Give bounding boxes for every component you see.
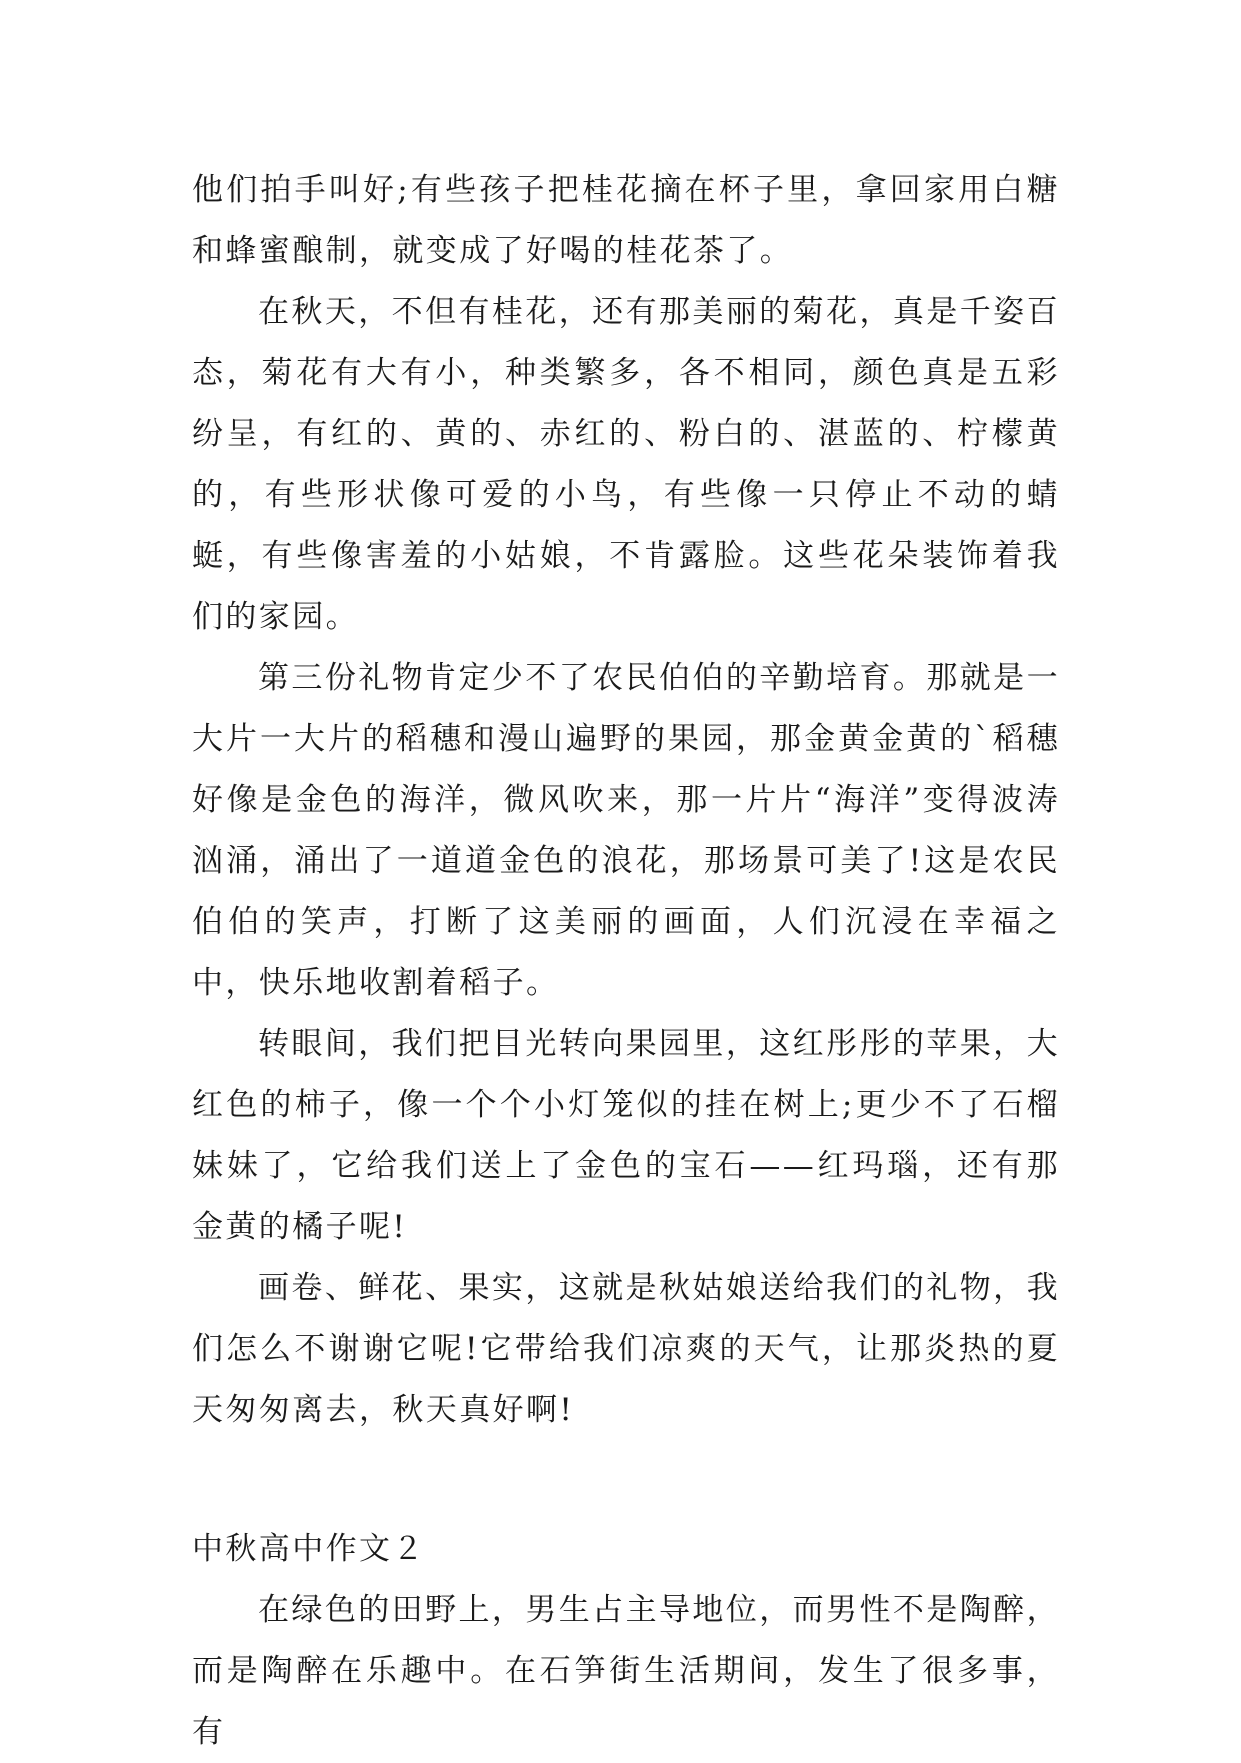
paragraph-green-field: 在绿色的田野上，男生占主导地位，而男性不是陶醉，而是陶醉在乐趣中。在石笋街生活期间，发生了很多事，有 bbox=[192, 1592, 1060, 1750]
paragraph-chrysanthemum: 在秋天，不但有桂花，还有那美丽的菊花，真是千姿百态，菊花有大有小，种类繁多，各不相同，颜色真是五彩纷呈，有红的、黄的、赤红的、粉白的、湛蓝的、柠檬黄的，有些形状像可爱的小鸟，有些像一只停止不动的蜻蜓，有些像害羞的小姑娘，不肯露脸。这些花朵装饰着我们的家园。 bbox=[192, 294, 1060, 635]
paragraph-orchard: 转眼间，我们把目光转向果园里，这红彤彤的苹果，大红色的柿子，像一个个小灯笼似的挂在树上;更少不了石榴妹妹了，它给我们送上了金色的宝石——红玛瑙，还有那金黄的橘子呢! bbox=[192, 1026, 1060, 1245]
document-body bbox=[192, 160, 1060, 1763]
paragraph-conclusion: 画卷、鲜花、果实，这就是秋姑娘送给我们的礼物，我们怎么不谢谢它呢!它带给我们凉爽的天气，让那炎热的夏天匆匆离去，秋天真好啊! bbox=[192, 1270, 1060, 1428]
section-heading: 中秋高中作文２ bbox=[192, 1531, 426, 1567]
paragraph-rice-harvest: 第三份礼物肯定少不了农民伯伯的辛勤培育。那就是一大片一大片的稻穗和漫山遍野的果园，那金黄金黄的`稻穗好像是金色的海洋，微风吹来，那一片片“海洋”变得波涛汹涌，涌出了一道道金色的浪花，那场景可美了!这是农民伯伯的笑声，打断了这美丽的画面，人们沉浸在幸福之中，快乐地收割着稻子。 bbox=[192, 660, 1060, 1001]
paragraph-1-continuation: 他们拍手叫好;有些孩子把桂花摘在杯子里，拿回家用白糖和蜂蜜酿制，就变成了好喝的桂花茶了。 bbox=[192, 172, 1060, 269]
